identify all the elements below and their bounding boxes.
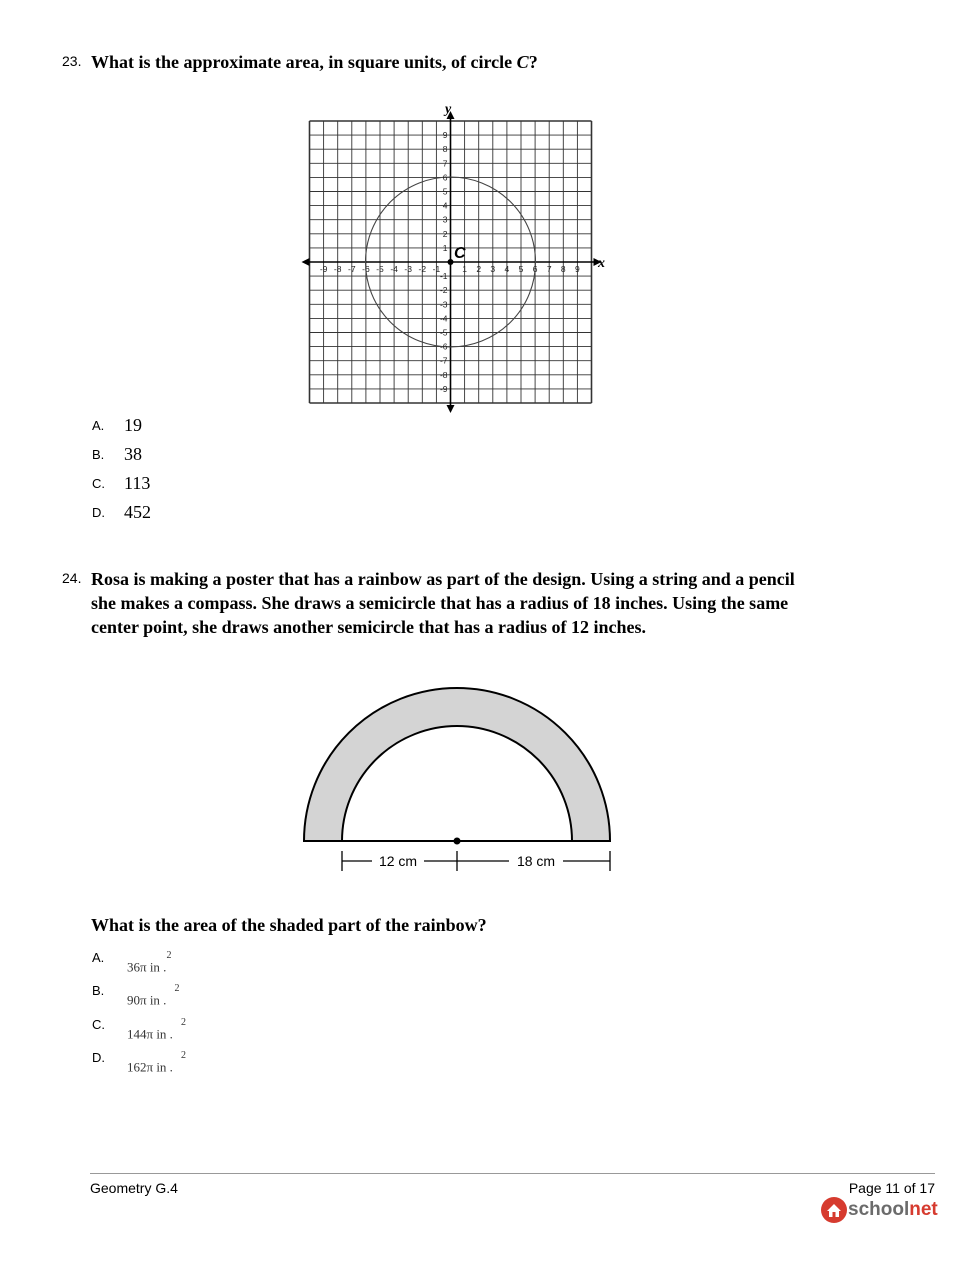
q24-line-2: she makes a compass. She draws a semicircle that has a radius of 18 inches. Using the same <box>91 593 789 613</box>
y-tick-label: -8 <box>439 369 448 380</box>
x-tick-label: -6 <box>362 264 370 274</box>
x-tick-label: -4 <box>390 264 398 274</box>
x-tick-label: 7 <box>546 264 552 274</box>
x-tick-label: -5 <box>376 264 384 274</box>
q24-option-b[interactable] <box>127 983 180 1008</box>
rainbow-shaded-region <box>304 688 610 841</box>
y-axis-label: y <box>445 102 452 117</box>
y-tick-label: -9 <box>439 383 448 394</box>
y-tick-label: 2 <box>442 228 448 239</box>
outer-radius-label: 18 cm <box>516 853 556 869</box>
q24-option-d-exp: 2 <box>180 1050 186 1061</box>
q24-option-c-exp: 2 <box>180 1017 186 1028</box>
x-tick-label: -3 <box>404 264 412 274</box>
y-tick-label: -4 <box>439 313 448 324</box>
x-tick-label: 4 <box>504 264 510 274</box>
x-tick-label: 3 <box>490 264 496 274</box>
q24-option-b-value: 90π in . <box>127 992 167 1008</box>
y-tick-label: 5 <box>442 186 448 197</box>
y-tick-label: 7 <box>442 158 448 169</box>
x-tick-label: -7 <box>348 264 356 274</box>
q23-option-c-letter: C. <box>92 476 105 491</box>
y-tick-label: 4 <box>442 200 448 211</box>
x-tick-label: 6 <box>532 264 538 274</box>
x-axis-label: x <box>598 256 605 271</box>
logo-text-main: school <box>848 1199 910 1220</box>
x-tick-label: -1 <box>432 264 441 274</box>
y-tick-label: -2 <box>439 285 448 296</box>
y-tick-label: 3 <box>442 214 448 225</box>
inner-radius-label: 12 cm <box>378 853 418 869</box>
y-tick-label: 1 <box>442 242 448 253</box>
q23-option-a-letter: A. <box>92 418 105 433</box>
y-tick-label: -5 <box>439 327 448 338</box>
q23-option-b[interactable]: 38 <box>124 444 142 464</box>
y-tick-label: 6 <box>442 172 448 183</box>
y-tick-label: 9 <box>442 130 448 141</box>
home-icon <box>820 1196 848 1224</box>
q23-option-d[interactable]: 452 <box>124 502 151 522</box>
q23-var: C <box>516 52 529 72</box>
q23-option-a[interactable]: 19 <box>124 415 142 435</box>
x-tick-label: -2 <box>418 264 427 274</box>
footer-course: Geometry G.4 <box>90 1180 178 1196</box>
schoolnet-logo <box>820 1196 938 1224</box>
q23-option-d-letter: D. <box>92 505 105 520</box>
q24-option-a[interactable] <box>127 950 172 975</box>
footer-divider <box>90 1173 935 1174</box>
q24-option-a-letter: A. <box>92 950 105 965</box>
q24-option-d-letter: D. <box>92 1050 105 1065</box>
q23-option-b-letter: B. <box>92 447 105 462</box>
q24-option-c[interactable] <box>127 1017 186 1042</box>
q24-line-3: center point, she draws another semicircle that has a radius of 12 inches. <box>91 617 646 637</box>
logo-text <box>848 1199 938 1221</box>
logo-text-accent: net <box>909 1199 938 1220</box>
x-tick-label: 2 <box>476 264 482 274</box>
center-label: C <box>454 245 466 262</box>
q23-option-c[interactable]: 113 <box>124 473 151 493</box>
q24-option-b-exp: 2 <box>174 983 180 994</box>
q24-option-a-exp: 2 <box>166 950 172 961</box>
q24-option-c-value: 144π in . <box>127 1026 173 1042</box>
x-tick-label: 9 <box>575 264 580 274</box>
x-tick-label: 1 <box>462 264 467 274</box>
y-tick-label: -1 <box>439 271 448 282</box>
question-number-24: 24. <box>62 570 82 586</box>
rainbow-center-point <box>454 838 461 845</box>
q23-suffix: ? <box>528 52 538 72</box>
q24-subquestion: What is the area of the shaded part of the rainbow? <box>91 915 487 935</box>
x-tick-label: -8 <box>333 264 342 274</box>
q24-option-d[interactable] <box>127 1050 186 1075</box>
q23-prefix: What is the approximate area, in square units, of circle <box>91 52 517 72</box>
x-tick-label: 8 <box>560 264 566 274</box>
q24-option-c-letter: C. <box>92 1017 105 1032</box>
footer-page-number: Page 11 of 17 <box>848 1180 935 1196</box>
x-tick-label: -9 <box>319 264 328 274</box>
q24-option-b-letter: B. <box>92 983 105 998</box>
q24-line-1: Rosa is making a poster that has a rainbow as part of the design. Using a string and a pencil <box>91 569 795 589</box>
question-number-23: 23. <box>62 53 82 69</box>
q24-option-a-value: 36π in . <box>127 959 167 975</box>
y-tick-label: -7 <box>439 355 448 366</box>
y-tick-label: 8 <box>442 144 448 155</box>
x-tick-label: 5 <box>518 264 524 274</box>
q24-option-d-value: 162π in . <box>127 1059 173 1075</box>
y-tick-label: -6 <box>439 341 448 352</box>
y-tick-label: -3 <box>439 299 448 310</box>
